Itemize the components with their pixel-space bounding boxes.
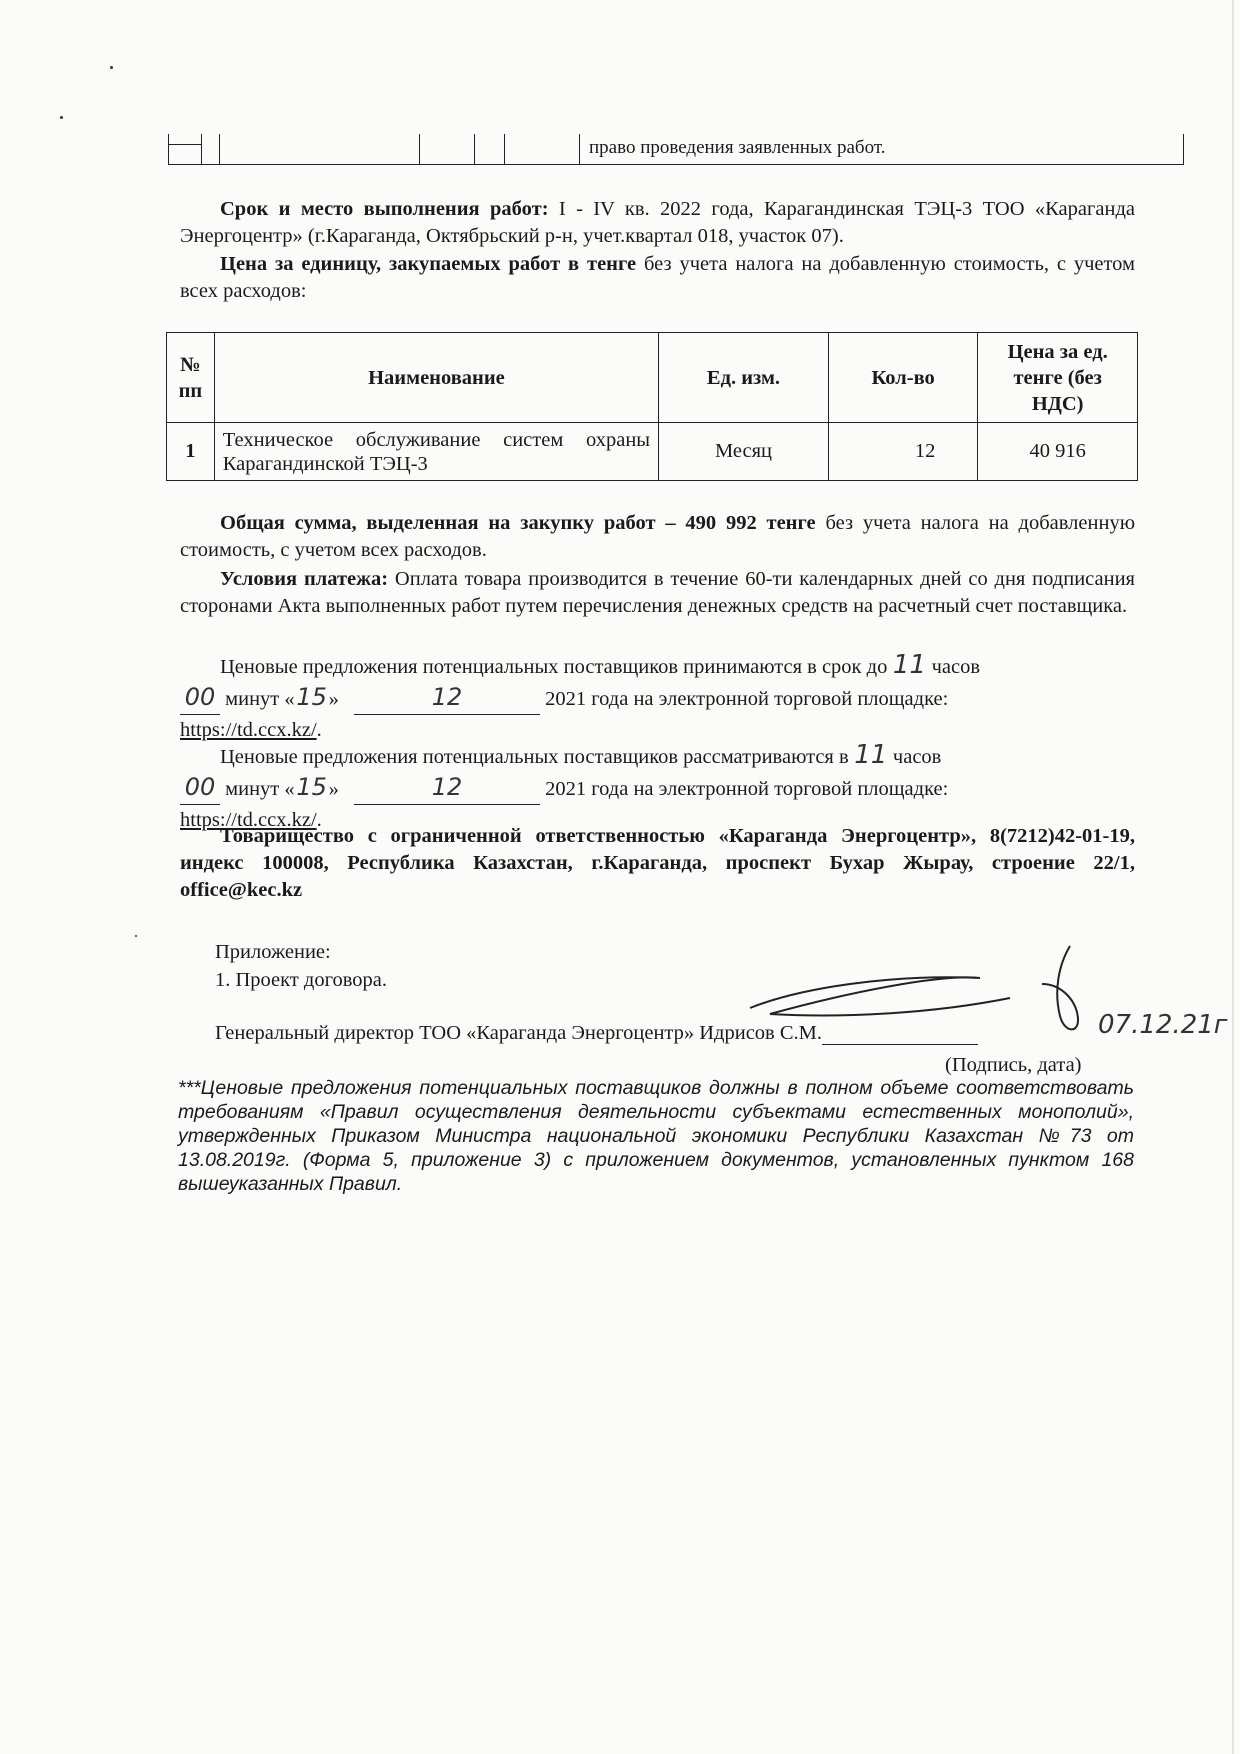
payment-text: Оплата товара производится в течение 60-ти календарных дней со дня подписания сторонами Акта выполненных работ путем перечисления денежных средств на расчетный счет поставщика. bbox=[180, 568, 1135, 617]
appendix-title: Приложение: bbox=[215, 941, 331, 963]
review-text-4: » bbox=[328, 778, 339, 800]
table-fragment bbox=[168, 134, 1184, 165]
row-qty: 12 bbox=[828, 423, 977, 481]
submission-paragraph bbox=[180, 650, 1135, 745]
table-fragment-divider bbox=[579, 134, 580, 164]
price-table bbox=[166, 332, 1138, 481]
submission-text-1: Ценовые предложения потенциальных поставщиков принимаются в срок до bbox=[220, 656, 888, 678]
review-text-2: часов bbox=[892, 746, 942, 768]
total-text: без учета налога на добавленную стоимость, с учетом всех расходов. bbox=[180, 512, 1136, 561]
submission-text-5: 2021 года на электронной торговой площадке: bbox=[545, 688, 949, 710]
terms-paragraph bbox=[180, 196, 1135, 250]
submission-day: 15 bbox=[296, 683, 327, 711]
table-fragment-text: право проведения заявленных работ. bbox=[589, 137, 886, 158]
row-num: 1 bbox=[167, 423, 215, 481]
total-paragraph bbox=[180, 510, 1135, 564]
payment-paragraph bbox=[180, 566, 1135, 620]
terms-text: I - IV кв. 2022 года, Карагандинская ТЭЦ-3 ТОО «Караганда Энергоцентр» (г.Караганда, Октябрьский р-н, учет.квартал 018, участок 07). bbox=[180, 198, 1135, 247]
signature-date: 07.12.21г bbox=[1098, 1010, 1228, 1040]
row-unit: Месяц bbox=[659, 423, 829, 481]
col-qty-header: Кол-во bbox=[828, 333, 977, 423]
row-name: Техническое обслуживание систем охраны Карагандинской ТЭЦ-3 bbox=[214, 423, 658, 481]
table-fragment-divider bbox=[201, 134, 202, 164]
table-fragment-cell bbox=[169, 134, 201, 145]
table-fragment-divider bbox=[504, 134, 505, 164]
payment-label: Условия платежа: bbox=[220, 568, 389, 590]
footnote: ***Ценовые предложения потенциальных поставщиков должны в полном объеме соответствовать требованиям «Правил осуществления деятельности субъектами естественных монополий», утвержденных Приказом Министра национальной экономики Республики Казахстан №73 от 13.08.2019г. (Форма 5, приложение 3) с приложением документов, установленных пунктом 168 вышеуказанных Правил. bbox=[178, 1077, 1134, 1195]
price-intro-paragraph bbox=[180, 251, 1135, 305]
review-text-3: минут « bbox=[225, 778, 295, 800]
table-header-row bbox=[167, 333, 1138, 423]
table-fragment-divider bbox=[219, 134, 220, 164]
company-paragraph bbox=[180, 823, 1135, 904]
submission-text-2: часов bbox=[931, 656, 981, 678]
price-intro-text: без учета налога на добавленную стоимость, с учетом всех расходов: bbox=[180, 253, 1136, 302]
review-url-link[interactable]: https://td.ccx.kz/ bbox=[180, 809, 317, 831]
signature-line bbox=[215, 1022, 978, 1045]
review-text-5: 2021 года на электронной торговой площадке: bbox=[545, 778, 949, 800]
submission-month: 12 bbox=[431, 683, 463, 711]
col-name-header: Наименование bbox=[214, 333, 658, 423]
total-label: Общая сумма, выделенная на закупку работ – 490 992 тенге bbox=[220, 512, 816, 534]
review-month: 12 bbox=[431, 773, 463, 801]
col-num-header: № пп bbox=[167, 333, 215, 423]
submission-text-3: минут « bbox=[225, 688, 295, 710]
appendix-item: 1. Проект договора. bbox=[215, 969, 388, 991]
table-fragment-divider bbox=[419, 134, 420, 164]
review-hour: 11 bbox=[854, 740, 888, 770]
table-row bbox=[167, 423, 1138, 481]
col-unit-header: Ед. изм. bbox=[659, 333, 829, 423]
review-end: . bbox=[316, 809, 322, 831]
scan-edge bbox=[1232, 0, 1234, 1754]
review-paragraph bbox=[180, 740, 1135, 835]
review-text-1: Ценовые предложения потенциальных поставщиков рассматриваются в bbox=[220, 746, 849, 768]
terms-label: Срок и место выполнения работ: bbox=[220, 198, 549, 220]
submission-text-4: » bbox=[328, 688, 339, 710]
review-minutes: 00 bbox=[184, 773, 216, 801]
signature-caption: (Подпись, дата) bbox=[945, 1054, 1082, 1076]
signature-text: Генеральный директор ТОО «Караганда Энергоцентр» Идрисов С.М. bbox=[215, 1022, 823, 1044]
review-day: 15 bbox=[296, 773, 327, 801]
submission-minutes: 00 bbox=[184, 683, 216, 711]
submission-url-link[interactable]: https://td.ccx.kz/ bbox=[180, 719, 317, 741]
col-price-header: Цена за ед. тенге (без НДС) bbox=[978, 333, 1138, 423]
scan-speck bbox=[60, 116, 63, 119]
submission-end: . bbox=[316, 719, 322, 741]
table-fragment-divider bbox=[474, 134, 475, 164]
company-text: Товарищество с ограниченной ответственностью «Караганда Энергоцентр», 8(7212)42-01-19, индекс 100008, Республика Казахстан, г.Караганда, проспект Бухар Жырау, строение 22/1, office@kec.kz bbox=[180, 825, 1135, 901]
appendix-block bbox=[215, 938, 387, 994]
row-price: 40 916 bbox=[978, 423, 1138, 481]
scan-speck bbox=[110, 66, 113, 69]
price-intro-label: Цена за единицу, закупаемых работ в тенге bbox=[220, 253, 637, 275]
scan-speck bbox=[135, 935, 137, 937]
submission-hour: 11 bbox=[892, 650, 926, 680]
